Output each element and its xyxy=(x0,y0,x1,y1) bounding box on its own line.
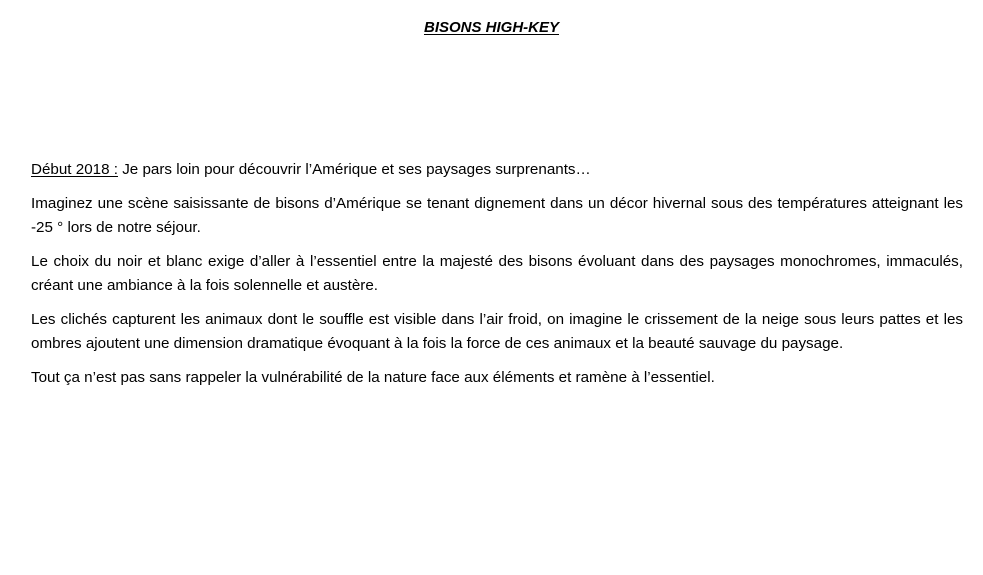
paragraph-1: Imaginez une scène saisissante de bisons d’Amérique se tenant dignement dans un décor hivernal sous des températures atteignant les -25 ° lors de notre séjour. xyxy=(31,194,963,236)
intro-paragraph xyxy=(31,158,963,183)
paragraph-2: Le choix du noir et blanc exige d’aller à l’essentiel entre la majesté des bisons évoluant dans des paysages monochromes, immaculés, créant une ambiance à la fois solennelle et austère. xyxy=(31,252,963,294)
paragraph-3: Les clichés capturent les animaux dont le souffle est visible dans l’air froid, on imagine le crissement de la neige sous leurs pattes et les ombres ajoutent une dimension dramatique évoquant à la fois la force de ces animaux et la beauté sauvage du paysage. xyxy=(31,310,963,352)
paragraph-4: Tout ça n’est pas sans rappeler la vulnérabilité de la nature face aux éléments et ramène à l’essentiel. xyxy=(31,368,715,386)
document-title: BISONS HIGH-KEY xyxy=(423,19,559,36)
intro-text: Je pars loin pour découvrir l’Amérique et ses paysages surprenants… xyxy=(117,161,591,178)
document-body xyxy=(31,158,963,399)
date-label: Début 2018 : xyxy=(31,161,118,178)
